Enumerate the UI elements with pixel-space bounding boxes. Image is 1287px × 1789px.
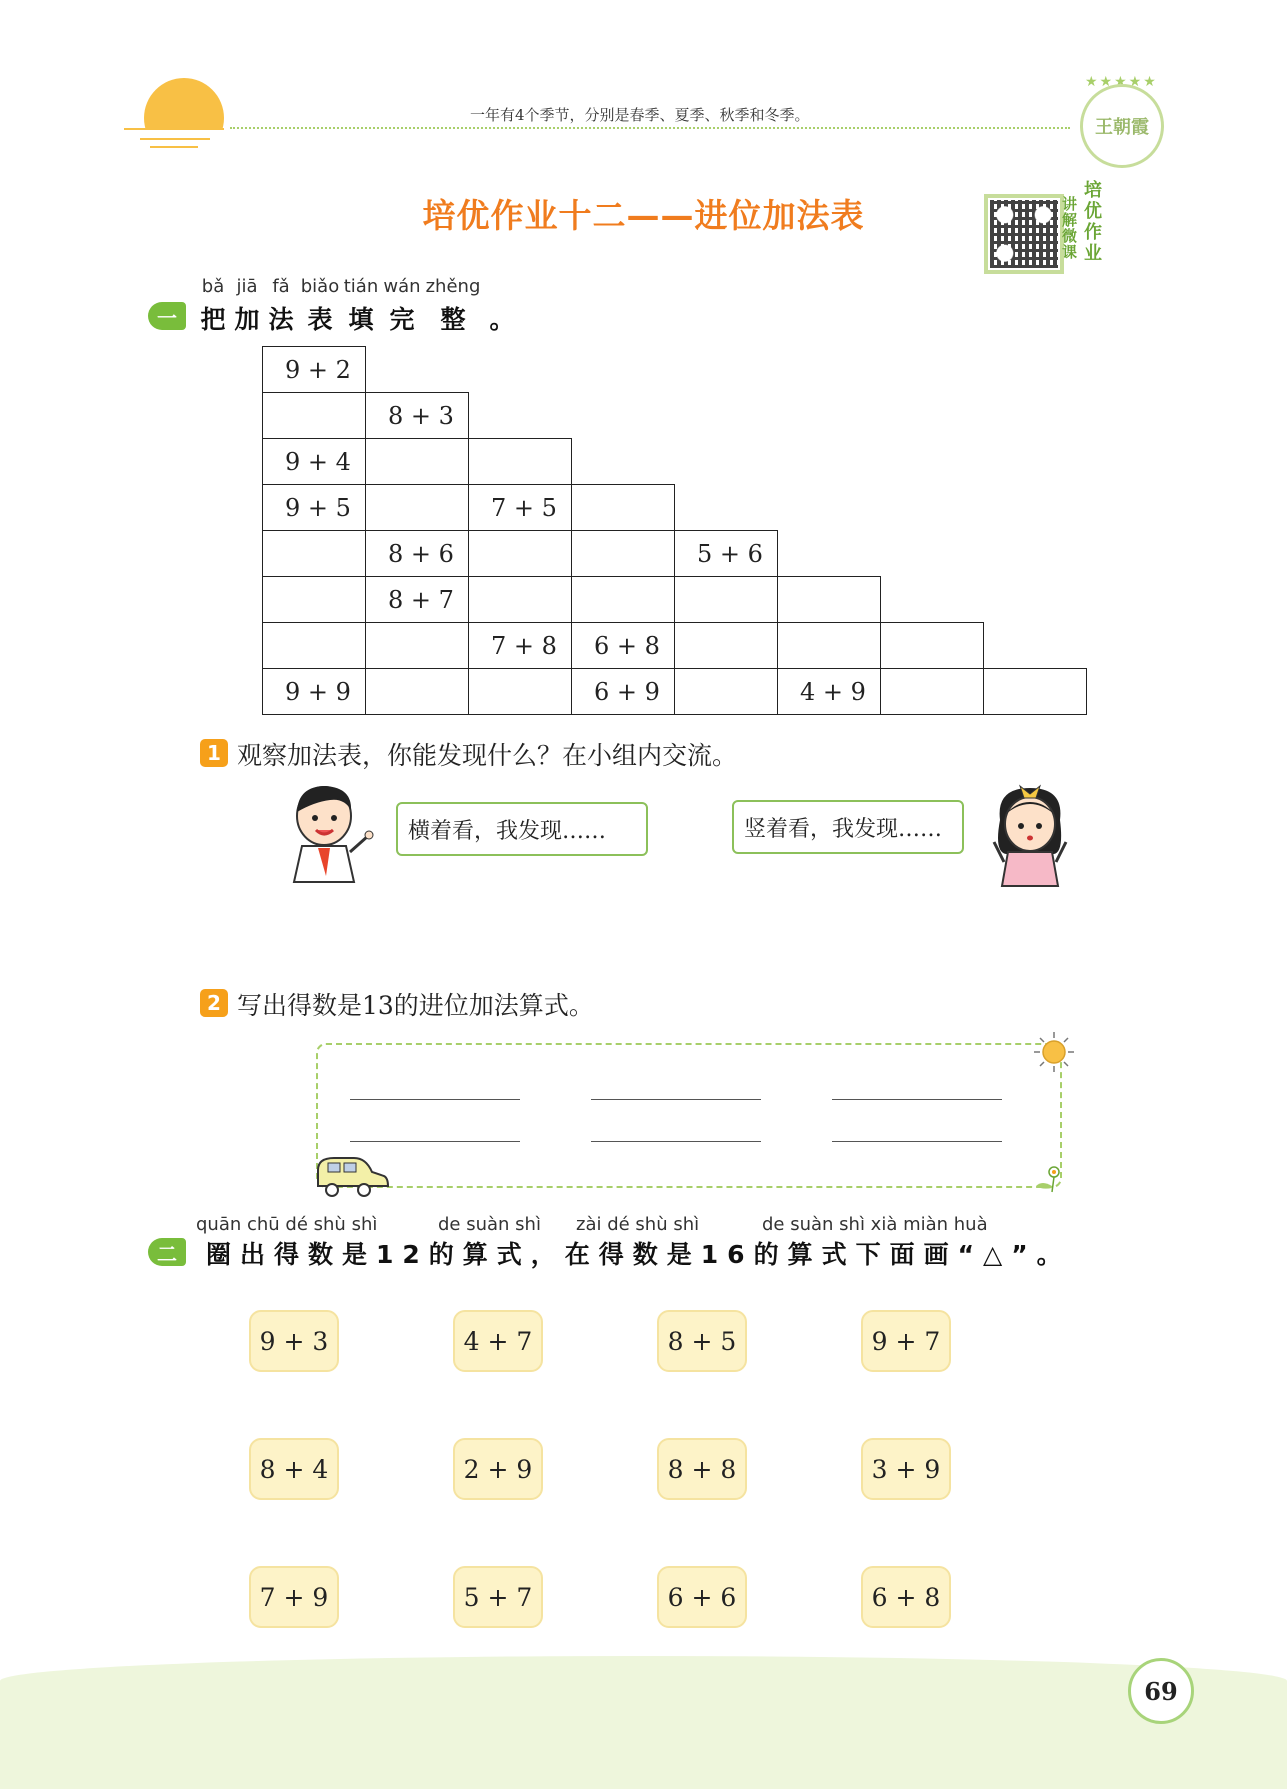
heading-character: 完 (389, 305, 415, 334)
heading-character: 整 (440, 305, 466, 334)
table-cell: 8 + 6 (365, 530, 469, 577)
heading-char (342, 276, 380, 336)
table-cell-blank[interactable] (262, 530, 366, 577)
qr-label-small: 讲解微课 (1062, 195, 1078, 261)
sun-reflection-line (124, 128, 224, 130)
table-cell: 9 + 5 (262, 484, 366, 531)
heading-char (380, 276, 424, 336)
answer-line[interactable] (591, 1141, 761, 1142)
pinyin-syllable: bǎ (201, 276, 225, 297)
section2-heading: 圈出得数是12的算式，在得数是16的算式下面画“△”。 (206, 1240, 1071, 1269)
expression-card[interactable]: 2 + 9 (453, 1438, 543, 1500)
table-cell-blank[interactable] (674, 576, 778, 623)
pinyin-syllable: biǎo (300, 276, 340, 297)
heading-character: 法 (268, 305, 294, 334)
section2-pinyin-3: zài dé shù shì (576, 1214, 700, 1235)
answer-line[interactable] (832, 1099, 1002, 1100)
table-cell-blank[interactable] (365, 484, 469, 531)
page-number: 69 (1128, 1658, 1194, 1724)
expression-card[interactable]: 5 + 7 (453, 1566, 543, 1628)
expression-card[interactable]: 8 + 5 (657, 1310, 747, 1372)
heading-char (196, 276, 230, 336)
answer-box (316, 1043, 1062, 1188)
table-cell: 6 + 9 (571, 668, 675, 715)
answer-line[interactable] (350, 1141, 520, 1142)
sun-illustration (140, 78, 230, 128)
pinyin-syllable (499, 276, 505, 300)
heading-char (482, 276, 522, 336)
table-cell-blank[interactable] (262, 622, 366, 669)
footer-ground (0, 1656, 1287, 1789)
expression-card[interactable]: 3 + 9 (861, 1438, 951, 1500)
sun-icon (1032, 1030, 1076, 1074)
table-cell: 8 + 3 (365, 392, 469, 439)
table-cell: 5 + 6 (674, 530, 778, 577)
expression-card[interactable]: 4 + 7 (453, 1310, 543, 1372)
question-number-2: 2 (200, 989, 228, 1017)
table-cell: 9 + 9 (262, 668, 366, 715)
pinyin-syllable: jiā (236, 276, 258, 297)
table-cell-blank[interactable] (571, 530, 675, 577)
sun-reflection-line (150, 146, 198, 148)
header-text: 一年有4个季节，分别是春季、夏季、秋季和冬季。 (470, 106, 810, 124)
section-tag-1: 一 (148, 302, 186, 330)
speech-bubble-right: 竖着看，我发现…… (732, 800, 964, 854)
question-1-text: 观察加法表，你能发现什么？在小组内交流。 (237, 741, 738, 770)
question-number-1: 1 (200, 739, 228, 767)
expression-card[interactable]: 8 + 8 (657, 1438, 747, 1500)
heading-char (230, 276, 264, 336)
pinyin-syllable: wán (383, 276, 421, 297)
pinyin-syllable: tián (343, 276, 379, 297)
table-cell-blank[interactable] (468, 576, 572, 623)
table-cell: 7 + 5 (468, 484, 572, 531)
table-cell: 9 + 4 (262, 438, 366, 485)
expression-card[interactable]: 6 + 8 (861, 1566, 951, 1628)
expression-card[interactable]: 9 + 3 (249, 1310, 339, 1372)
table-cell: 6 + 8 (571, 622, 675, 669)
heading-char (424, 276, 482, 336)
expression-card[interactable]: 8 + 4 (249, 1438, 339, 1500)
table-cell-blank[interactable] (777, 576, 881, 623)
table-cell-blank[interactable] (983, 668, 1087, 715)
answer-line[interactable] (832, 1141, 1002, 1142)
table-cell-blank[interactable] (674, 668, 778, 715)
answer-line[interactable] (350, 1099, 520, 1100)
table-cell-blank[interactable] (880, 668, 984, 715)
heading-char (298, 276, 342, 336)
page-title: 培优作业十二——进位加法表 (422, 196, 865, 235)
expression-card[interactable]: 7 + 9 (249, 1566, 339, 1628)
heading-character: 表 (307, 305, 333, 334)
car-icon (314, 1150, 394, 1200)
table-cell: 9 + 2 (262, 346, 366, 393)
question-2-text: 写出得数是13的进位加法算式。 (237, 991, 594, 1020)
table-cell-blank[interactable] (777, 622, 881, 669)
heading-character: 加 (234, 305, 260, 334)
table-cell-blank[interactable] (365, 622, 469, 669)
section1-heading (196, 276, 522, 336)
table-cell: 7 + 8 (468, 622, 572, 669)
answer-line[interactable] (591, 1099, 761, 1100)
pinyin-syllable: fǎ (272, 276, 290, 297)
table-cell-blank[interactable] (262, 576, 366, 623)
header-rule (230, 127, 1070, 129)
speech-bubble-left: 横着看，我发现…… (396, 802, 648, 856)
expression-card[interactable]: 9 + 7 (861, 1310, 951, 1372)
section2-pinyin-1: quān chū dé shù shì (196, 1214, 378, 1235)
boy-illustration (284, 780, 376, 884)
heading-character: 。 (489, 305, 515, 334)
table-cell-blank[interactable] (365, 438, 469, 485)
table-cell-blank[interactable] (571, 484, 675, 531)
table-cell-blank[interactable] (262, 392, 366, 439)
heading-character: 填 (348, 305, 374, 334)
table-cell-blank[interactable] (468, 530, 572, 577)
table-cell-blank[interactable] (468, 668, 572, 715)
section2-pinyin-4: de suàn shì xià miàn huà (762, 1214, 988, 1235)
table-cell: 4 + 9 (777, 668, 881, 715)
table-cell-blank[interactable] (468, 438, 572, 485)
table-cell: 8 + 7 (365, 576, 469, 623)
table-cell-blank[interactable] (674, 622, 778, 669)
stars-icon: ★★★★★ (1085, 74, 1158, 90)
table-cell-blank[interactable] (571, 576, 675, 623)
flower-icon (1024, 1160, 1068, 1194)
section-tag-2: 二 (148, 1238, 186, 1266)
qr-label-large: 培优作业 (1084, 180, 1102, 264)
brand-logo: 王朝霞 (1080, 84, 1164, 168)
pinyin-syllable: zhěng (425, 276, 481, 297)
expression-card[interactable]: 6 + 6 (657, 1566, 747, 1628)
heading-char (264, 276, 298, 336)
heading-character: 把 (200, 305, 226, 334)
qr-code-icon[interactable] (984, 194, 1064, 274)
table-cell-blank[interactable] (365, 668, 469, 715)
section2-pinyin-2: de suàn shì (438, 1214, 541, 1235)
girl-illustration (984, 780, 1076, 888)
sun-reflection-line (140, 138, 210, 140)
table-cell-blank[interactable] (880, 622, 984, 669)
